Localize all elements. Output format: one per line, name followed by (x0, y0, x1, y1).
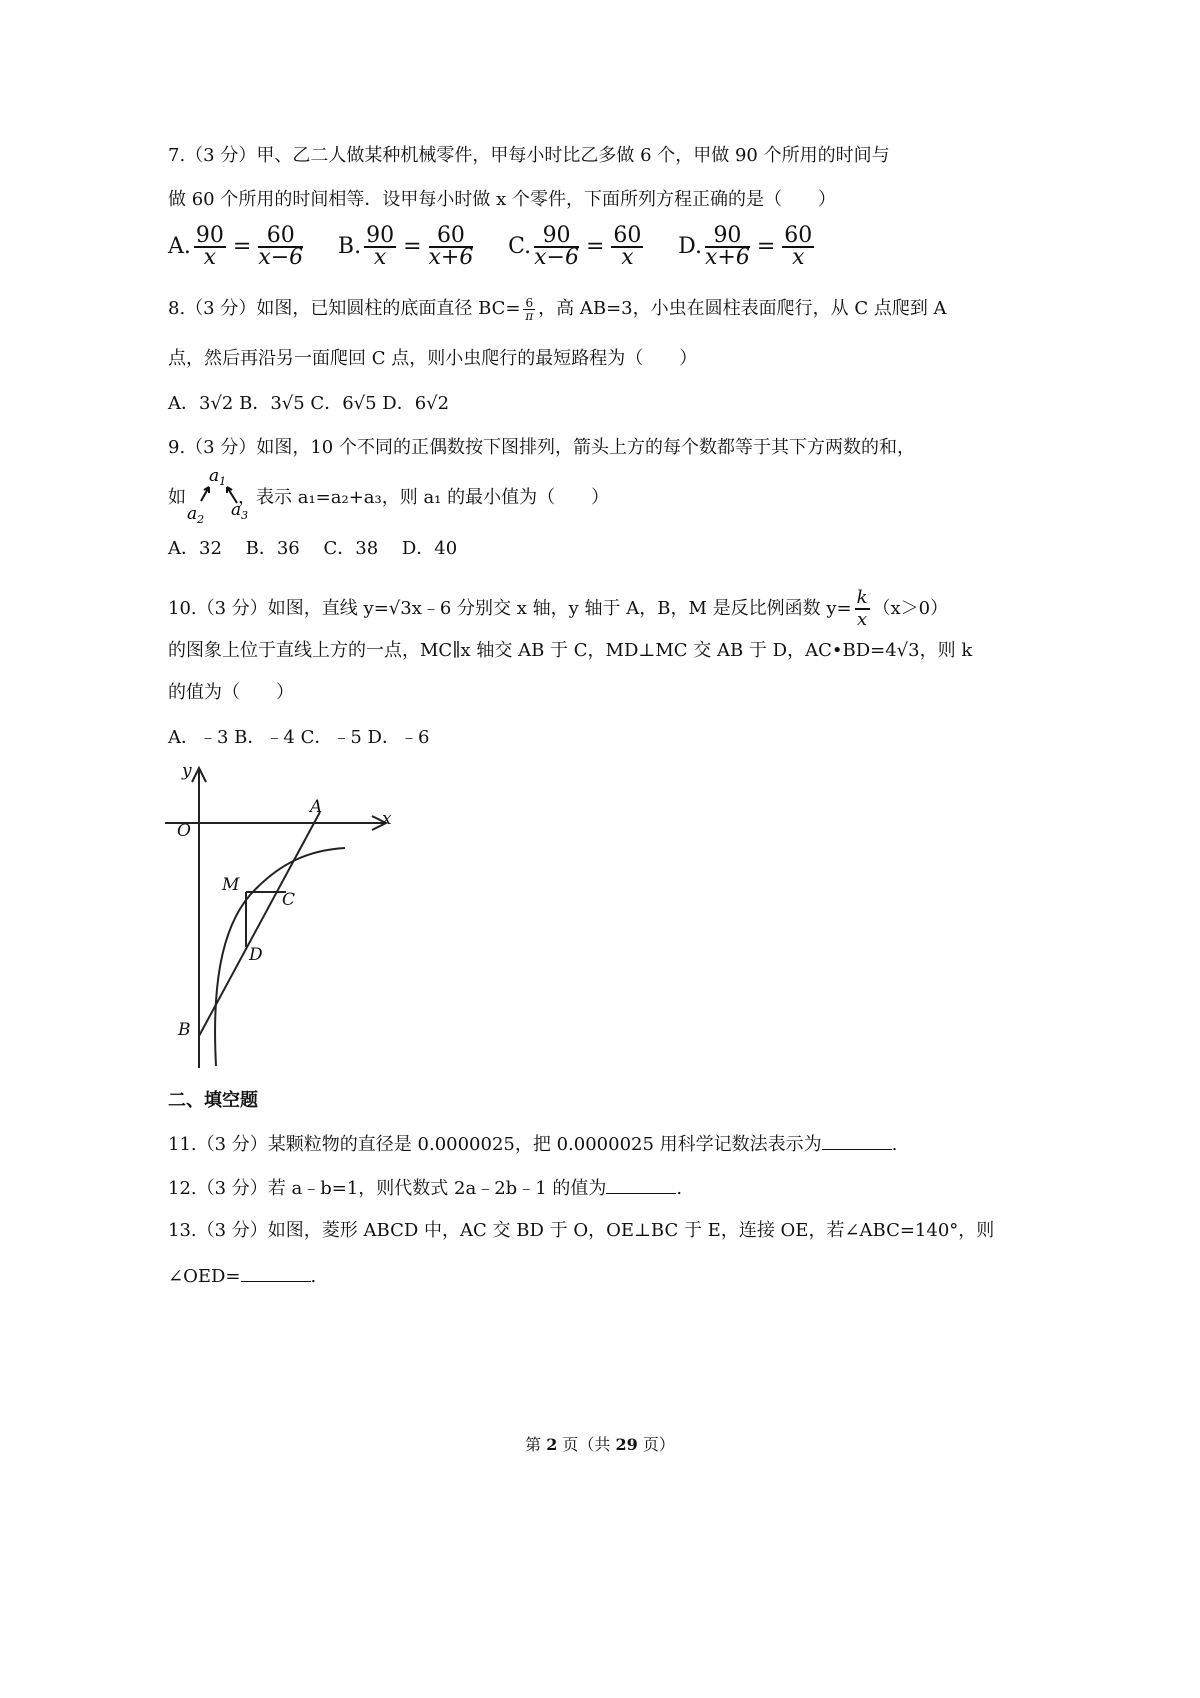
q7-option-d: D. $\frac{90}{x+6}$ = $\frac{60}{x}$ (678, 223, 813, 270)
svg-text:D: D (249, 945, 263, 965)
q11: 11.（3 分）某颗粒物的直径是 0.0000025，把 0.0000025 用科学记数法表示为 . (168, 1131, 897, 1158)
q9-line1: 9.（3 分）如图，10 个不同的正偶数按下图排列，箭头上方的每个数都等于其下方两数的和， (168, 437, 915, 458)
svg-text:M: M (222, 875, 240, 895)
svg-text:C: C (282, 890, 296, 910)
svg-text:a1: $a_1$ (209, 466, 227, 488)
svg-text:a2: $a_2$ (187, 504, 205, 523)
q8-line1: 8.（3 分）如图，已知圆柱的底面直径 BC= $\frac{6}{\pi}$ ，高 AB=3，小虫在圆柱表面爬行，从 C 点爬到 A (168, 295, 947, 323)
svg-text:A: A (310, 797, 323, 817)
q7-line1: 7.（3 分）甲、乙二人做某种机械零件，甲每小时比乙多做 6 个，甲做 90 个所用的时间与 (168, 145, 890, 166)
line-ab (199, 812, 320, 1036)
q12: 12.（3 分）若 a﹣b=1，则代数式 2a﹣2b﹣1 的值为 . (168, 1175, 682, 1202)
q10-line1: 10.（3 分）如图，直线 y=√3x﹣6 分别交 x 轴，y 轴于 A，B，M 是反比例函数 y= $\frac{k}{x}$ （x＞0） (168, 587, 949, 630)
q10-line2: 的图象上位于直线上方的一点，MC∥x 轴交 AB 于 C，MD⊥MC 交 AB 于 D，AC•BD=4√3，则 k (168, 640, 973, 661)
svg-text:O: O (177, 821, 191, 841)
answer-blank[interactable] (241, 1263, 311, 1282)
q7-option-c: C. $\frac{90}{x-6}$ = $\frac{60}{x}$ (508, 223, 642, 270)
svg-text:a3: $a_3$ (231, 500, 249, 522)
q9-line2: 如 ，表示 a₁=a₂+a₃，则 a₁ 的最小值为（ ） (168, 487, 610, 508)
section-heading: 二、填空题 (168, 1090, 258, 1111)
q7-line2: 做 60 个所用的时间相等．设甲每小时做 x 个零件，下面所列方程正确的是（ ） (168, 189, 836, 210)
q7-option-a: A. $\frac{90}{x}$ = $\frac{60}{x-6}$ (168, 223, 304, 270)
q10-figure (0, 0, 420, 1080)
q13-line2: ∠OED= . (168, 1263, 316, 1290)
q8-options: A．3√2 B．3√5 C．6√5 D．6√2 (168, 393, 450, 414)
svg-text:B: B (178, 1020, 191, 1040)
q10-options: A．﹣3 B．﹣4 C．﹣5 D．﹣6 (168, 727, 430, 748)
answer-blank[interactable] (822, 1131, 892, 1150)
q10-line3: 的值为（ ） (168, 682, 294, 703)
q9-options: A．32 B．36 C．38 D．40 (168, 538, 458, 559)
q8-line2: 点，然后再沿另一面爬回 C 点，则小虫爬行的最短路程为（ ） (168, 348, 698, 369)
page-footer: 第 2 页（共 29 页） (525, 1435, 675, 1454)
q13-line1: 13.（3 分）如图，菱形 ABCD 中，AC 交 BD 于 O，OE⊥BC 于 E，连接 OE，若∠ABC=140°，则 (168, 1220, 995, 1241)
svg-text:x: x (382, 809, 392, 829)
q7-option-b: B. $\frac{90}{x}$ = $\frac{60}{x+6}$ (337, 223, 474, 270)
svg-text:y: y (182, 761, 192, 781)
answer-blank[interactable] (606, 1175, 676, 1194)
